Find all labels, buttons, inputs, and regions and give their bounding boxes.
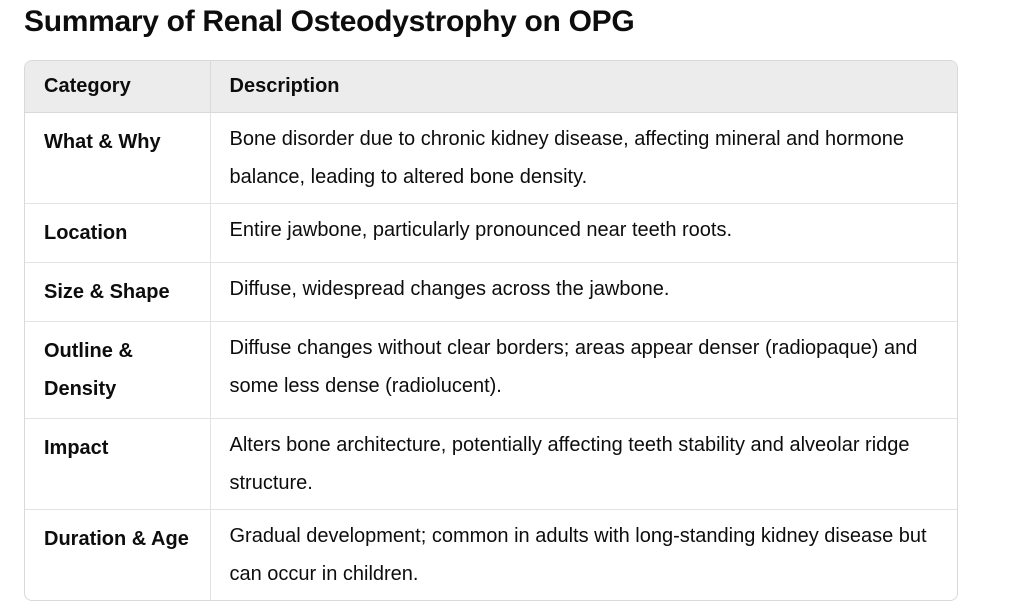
- summary-table-container: [24, 60, 958, 601]
- category-cell: Outline & Density: [25, 321, 210, 418]
- description-cell: Diffuse, widespread changes across the jawbone.: [210, 262, 957, 321]
- table-body: [25, 112, 957, 600]
- table-header-row: [25, 61, 957, 112]
- table-row: [25, 509, 957, 600]
- description-cell: Alters bone architecture, potentially affecting teeth stability and alveolar ridge structure.: [210, 418, 957, 509]
- table-row: [25, 112, 957, 203]
- category-cell: Impact: [25, 418, 210, 509]
- summary-table: [25, 61, 957, 600]
- column-header-description: Description: [210, 61, 957, 112]
- table-row: [25, 418, 957, 509]
- table-row: [25, 262, 957, 321]
- column-header-category: Category: [25, 61, 210, 112]
- table-row: [25, 321, 957, 418]
- description-cell: Bone disorder due to chronic kidney disease, affecting mineral and hormone balance, leading to altered bone density.: [210, 112, 957, 203]
- description-cell: Entire jawbone, particularly pronounced near teeth roots.: [210, 203, 957, 262]
- category-cell: Duration & Age: [25, 509, 210, 600]
- description-cell: Diffuse changes without clear borders; areas appear denser (radiopaque) and some less dense (radiolucent).: [210, 321, 957, 418]
- category-cell: Location: [25, 203, 210, 262]
- category-cell: Size & Shape: [25, 262, 210, 321]
- page-title: Summary of Renal Osteodystrophy on OPG: [24, 5, 635, 38]
- table-row: [25, 203, 957, 262]
- table-header: [25, 61, 957, 112]
- category-cell: What & Why: [44, 130, 161, 153]
- description-cell: Gradual development; common in adults with long-standing kidney disease but can occur in children.: [210, 509, 957, 600]
